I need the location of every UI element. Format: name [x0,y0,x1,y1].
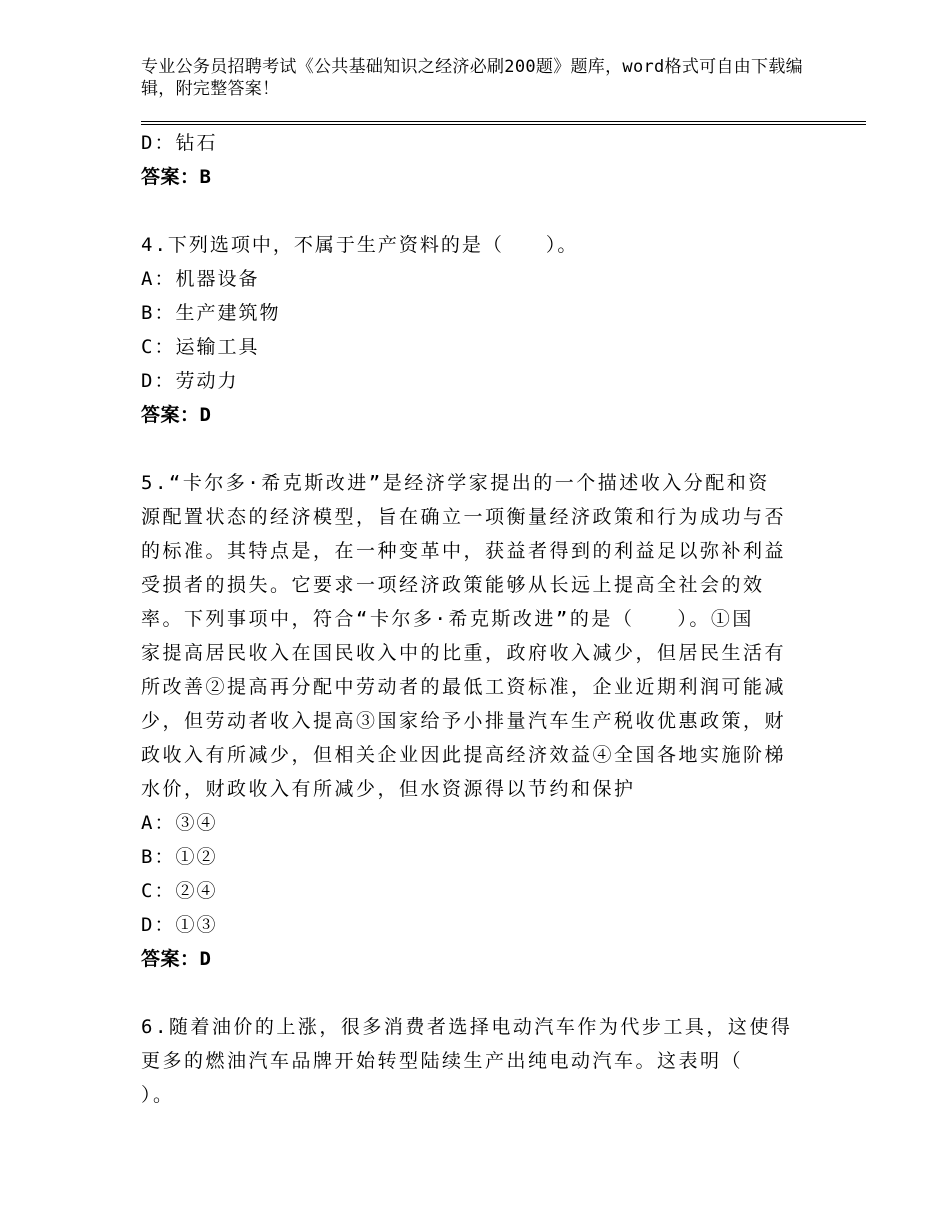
question-text-line: 所改善②提高再分配中劳动者的最低工资标准，企业近期利润可能减 [141,676,787,698]
question-6 [141,1010,841,1112]
option-d: D：钻石 [141,132,218,154]
question-text-line: 更多的燃油汽车品牌开始转型陆续生产出纯电动汽车。这表明（ [141,1050,744,1072]
option-b: B：生产建筑物 [141,302,281,324]
option-a: A：机器设备 [141,268,260,290]
option-d: D：①③ [141,914,218,936]
option-b: B：①② [141,846,218,868]
question-text-line: 水价，财政收入有所减少，但水资源得以节约和保护 [141,778,636,800]
answer: 答案：B [141,166,212,188]
question-text-line: 少，但劳动者收入提高③国家给予小排量汽车生产税收优惠政策，财 [141,710,787,732]
header-rule-bottom [141,124,866,125]
question-text-line: ）。 [141,1084,175,1106]
option-c: C：②④ [141,880,218,902]
spacer [141,976,841,1010]
question-text-line: 受损者的损失。它要求一项经济政策能够从长远上提高全社会的效 [141,574,765,596]
answer: 答案：D [141,404,212,426]
document-title: 专业公务员招聘考试《公共基础知识之经济必刷200题》题库，word格式可自由下载编辑，附完整答案！ [141,57,803,99]
option-d: D：劳动力 [141,370,239,392]
question-text-line: 源配置状态的经济模型，旨在确立一项衡量经济政策和行为成功与否 [141,506,787,528]
option-a: A：③④ [141,812,218,834]
spacer [141,194,841,228]
question-text-line: 率。下列事项中，符合“卡尔多·希克斯改进”的是（ ）。①国 [141,608,754,630]
question-text-line: 的标准。其特点是，在一种变革中，获益者得到的利益足以弥补利益 [141,540,787,562]
header-rule-top [141,121,866,122]
page-header [141,56,821,100]
question-text-line: 家提高居民收入在国民收入中的比重，政府收入减少，但居民生活有 [141,642,787,664]
question-5 [141,466,841,976]
question-text-line: 政收入有所减少，但相关企业因此提高经济效益④全国各地实施阶梯 [141,744,787,766]
question-text-line: 5.“卡尔多·希克斯改进”是经济学家提出的一个描述收入分配和资 [141,472,770,494]
question-4 [141,228,841,432]
question-text-line: 6.随着油价的上涨，很多消费者选择电动汽车作为代步工具，这使得 [141,1016,793,1038]
question-text: 4.下列选项中，不属于生产资料的是（ ）。 [141,234,579,256]
spacer [141,432,841,466]
answer: 答案：D [141,948,212,970]
question-list [141,126,841,1112]
option-c: C：运输工具 [141,336,260,358]
